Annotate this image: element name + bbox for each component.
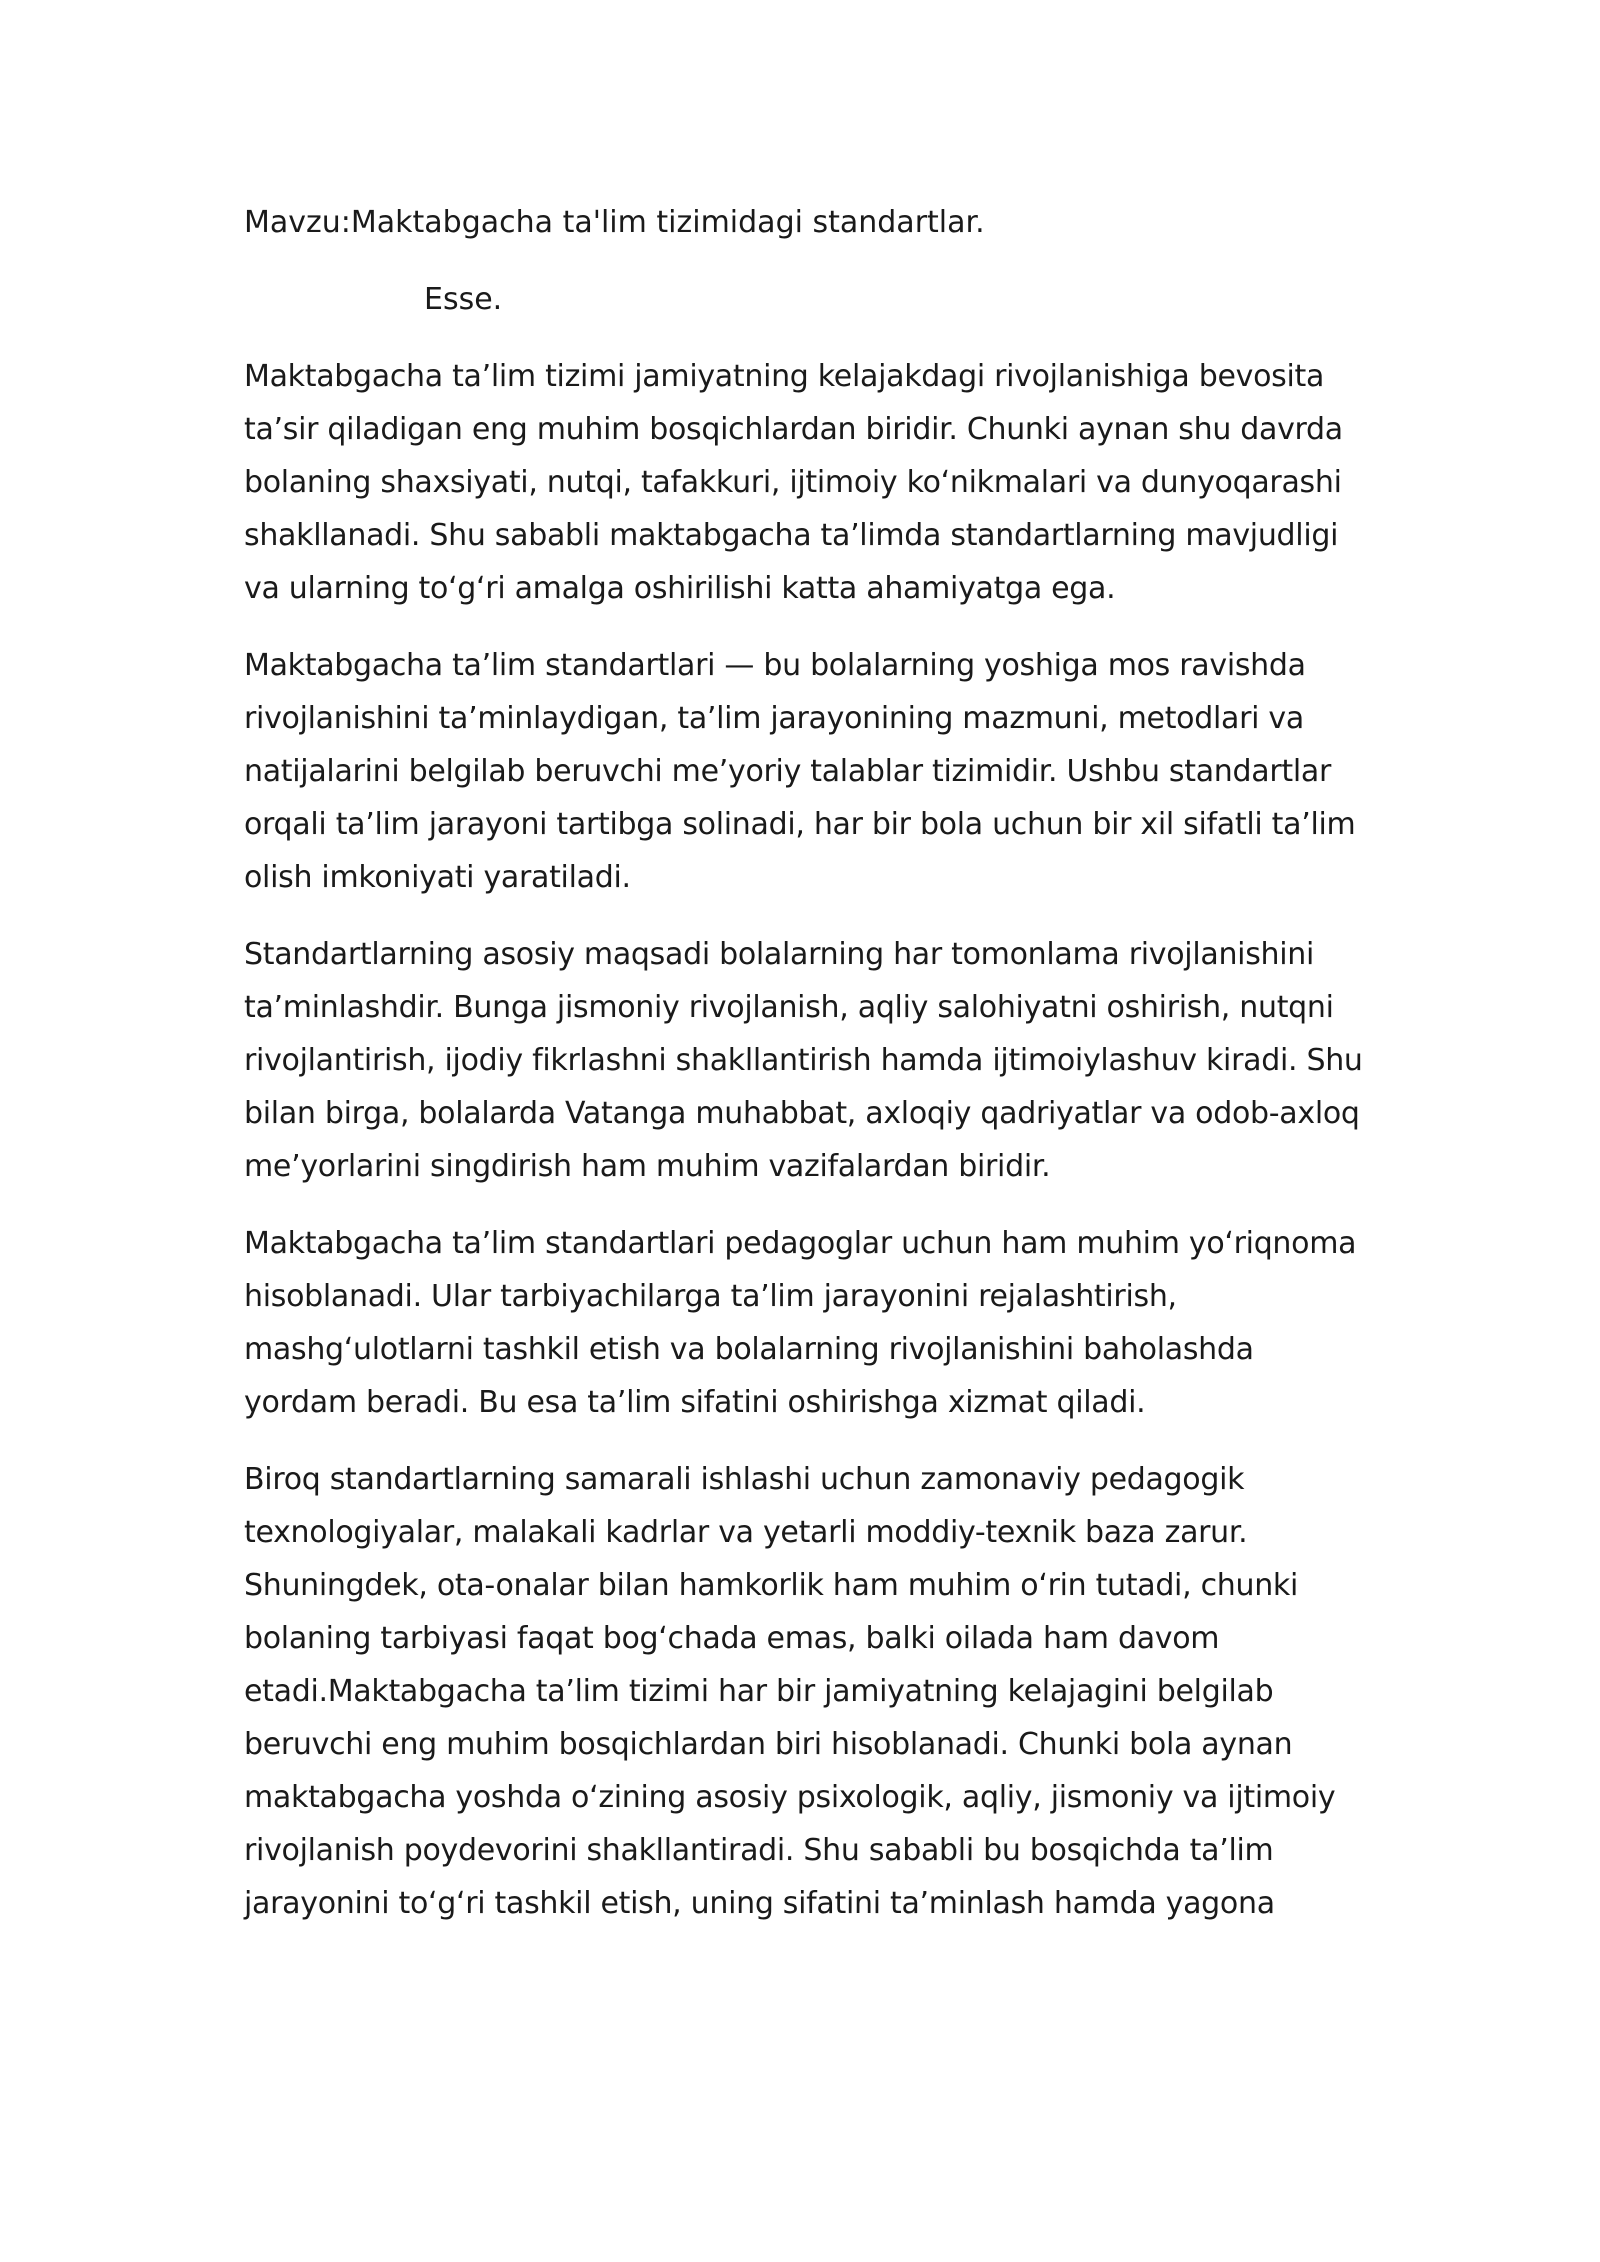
paragraph-1: Maktabgacha ta’lim tizimi jamiyatning kelajakdagi rivojlanishiga bevosita ta’sir qiladigan eng muhim bosqichlardan biridir. Chunki aynan shu davrda bolaning shaxsiyati, nutqi, tafakkuri, ijtimoiy koʻnikmalari va dunyoqarashi shakllanadi. Shu sababli maktabgacha ta’limda standartlarning mavjudligi va ularning toʻgʻri amalga oshirilishi katta ahamiyatga ega.	[244, 359, 1343, 606]
paragraph-5: Biroq standartlarning samarali ishlashi uchun zamonaviy pedagogik texnologiyalar, malakali kadrlar va yetarli moddiy-texnik baza zarur. Shuningdek, ota-onalar bilan hamkorlik ham muhim oʻrin tutadi, chunki bolaning tarbiyasi faqat bogʻchada emas, balki oilada ham davom etadi.Maktabgacha ta’lim tizimi har bir jamiyatning kelajagini belgilab beruvchi eng muhim bosqichlardan biri hisoblanadi. Chunki bola aynan maktabgacha yoshda oʻzining asosiy psixologik, aqliy, jismoniy va ijtimoiy rivojlanish poydevorini shakllantiradi. Shu sababli bu bosqichda ta’lim jarayonini toʻgʻri tashkil etish, uning sifatini ta’minlash hamda yagona	[244, 1462, 1336, 1921]
document-body	[244, 196, 1374, 1930]
paragraph-3: Standartlarning asosiy maqsadi bolalarning har tomonlama rivojlanishini ta’minlashdir. Bunga jismoniy rivojlanish, aqliy salohiyatni oshirish, nutqni rivojlantirish, ijodiy fikrlashni shakllantirish hamda ijtimoiylashuv kiradi. Shu bilan birga, bolalarda Vatanga muhabbat, axloqiy qadriyatlar va odob-axloq me’yorlarini singdirish ham muhim vazifalardan biridir.	[244, 937, 1363, 1184]
document-subtitle: Esse.	[424, 282, 503, 317]
paragraph-4: Maktabgacha ta’lim standartlari pedagoglar uchun ham muhim yoʻriqnoma hisoblanadi. Ular tarbiyachilarga ta’lim jarayonini rejalashtirish, mashgʻulotlarni tashkil etish va bolalarning rivojlanishini baholashda yordam beradi. Bu esa ta’lim sifatini oshirishga xizmat qiladi.	[244, 1226, 1357, 1420]
paragraph-2: Maktabgacha ta’lim standartlari — bu bolalarning yoshiga mos ravishda rivojlanishini ta’minlaydigan, ta’lim jarayonining mazmuni, metodlari va natijalarini belgilab beruvchi me’yoriy talablar tizimidir. Ushbu standartlar orqali ta’lim jarayoni tartibga solinadi, har bir bola uchun bir xil sifatli ta’lim olish imkoniyati yaratiladi.	[244, 648, 1356, 895]
document-title: Mavzu:Maktabgacha ta'lim tizimidagi standartlar.	[244, 205, 985, 240]
